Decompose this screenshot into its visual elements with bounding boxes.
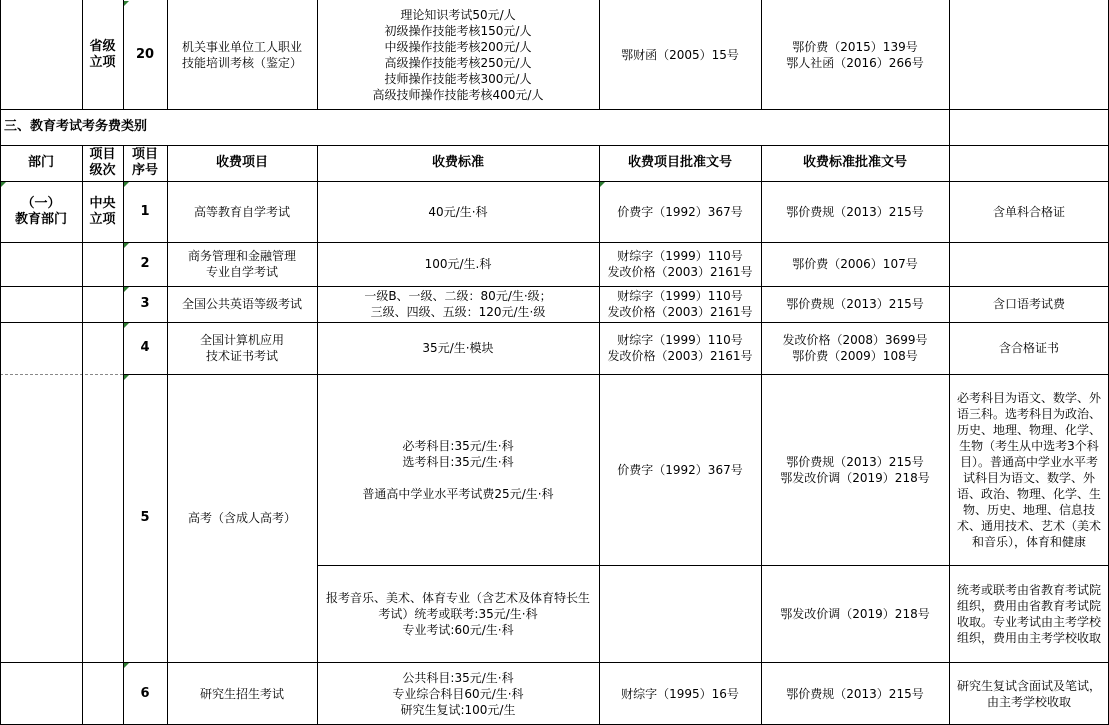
- cell-approval[interactable]: 财综字（1999）110号 发改价格（2003）2161号: [607, 289, 753, 319]
- header-dept[interactable]: 部门: [27, 155, 54, 170]
- cell-dept[interactable]: （一） 教育部门: [14, 195, 67, 227]
- cell-marker: [124, 323, 129, 328]
- header-item[interactable]: 收费项目: [215, 155, 268, 170]
- cell-note[interactable]: 含单科合格证: [992, 204, 1065, 219]
- cell-std-doc[interactable]: 鄂价费（2015）139号 鄂人社函（2016）266号: [786, 39, 924, 70]
- section-title[interactable]: 三、教育考试考务费类别: [4, 119, 148, 134]
- grid-line: [761, 145, 762, 725]
- cell-marker: [124, 182, 129, 187]
- cell-marker: [124, 663, 129, 668]
- cell-note[interactable]: 含口语考试费: [992, 297, 1065, 311]
- cell-seq[interactable]: 2: [140, 256, 150, 271]
- grid-line: [599, 0, 600, 109]
- grid-line: [123, 145, 124, 725]
- cell-standard[interactable]: 一级B、一级、二级：80元/生·级； 三级、四级、五级：120元/生·级: [364, 289, 552, 319]
- cell-std-doc[interactable]: 鄂价费规（2013）215号: [786, 686, 924, 701]
- cell-standard[interactable]: 40元/生·科: [428, 204, 488, 219]
- header-approval[interactable]: 收费项目批准文号: [627, 155, 732, 170]
- cell-marker: [1, 182, 6, 187]
- cell-note[interactable]: 研究生复试含面试及笔试，由主考学校收取: [956, 678, 1101, 709]
- cell-approval[interactable]: 价费字（1992）367号: [617, 462, 743, 477]
- cell-seq[interactable]: 6: [140, 685, 150, 701]
- cell-seq[interactable]: 3: [140, 296, 150, 311]
- grid-line: [949, 0, 950, 725]
- cell-note[interactable]: 含合格证书: [998, 341, 1059, 355]
- cell-std-doc[interactable]: 鄂价费规（2013）215号: [786, 204, 924, 219]
- grid-line: [599, 145, 600, 725]
- cell-level[interactable]: 省级 立项: [89, 38, 116, 70]
- cell-marker: [124, 1, 129, 6]
- cell-approval[interactable]: 鄂财函（2005）15号: [621, 47, 739, 62]
- cell-approval[interactable]: 财综字（1995）16号: [621, 686, 739, 701]
- cell-item[interactable]: 研究生招生考试: [199, 686, 284, 701]
- header-std-doc[interactable]: 收费标准批准文号: [802, 155, 907, 170]
- cell-standard[interactable]: 必考科目:35元/生·科 选考科目:35元/生·科 普通高中学业水平考试费25元/生·科: [362, 438, 554, 501]
- grid-line: [167, 145, 168, 725]
- grid-line: [0, 0, 1, 725]
- cell-std-doc[interactable]: 鄂价费规（2013）215号: [786, 297, 924, 311]
- cell-item[interactable]: 高考（含成人高考）: [187, 511, 296, 525]
- grid-line: [0, 109, 1109, 110]
- cell-standard[interactable]: 理论知识考试50元/人 初级操作技能考核150元/人 中级操作技能考核200元/人 高级操作技能考核250元/人 技师操作技能考核300元/人 高级技师操作技能考核400元/人: [372, 7, 544, 102]
- cell-standard[interactable]: 报考音乐、美术、体育专业（含艺术及体育特长生考试）统考或联考:35元/生·科 专业考试:60元/生·科: [325, 590, 590, 637]
- grid-line: [123, 0, 124, 109]
- grid-line: [82, 145, 83, 725]
- cell-standard[interactable]: 100元/生.科: [424, 257, 492, 271]
- grid-line: [761, 0, 762, 109]
- cell-approval[interactable]: 财综字（1999）110号 发改价格（2003）2161号: [607, 333, 753, 363]
- cell-standard[interactable]: 公共科目:35元/生·科 专业综合科目60元/生·科 研究生复试:100元/生: [392, 670, 524, 717]
- header-level[interactable]: 项目 级次: [89, 147, 116, 178]
- cell-std-doc[interactable]: 发改价格（2008）3699号 鄂价费（2009）108号: [782, 333, 928, 363]
- cell-item[interactable]: 全国计算机应用 技术证书考试: [199, 333, 284, 363]
- cell-approval[interactable]: 财综字（1999）110号 发改价格（2003）2161号: [607, 249, 753, 279]
- cell-seq[interactable]: 20: [135, 46, 155, 62]
- grid-line: [82, 0, 83, 109]
- grid-line: [167, 0, 168, 109]
- cell-marker: [124, 287, 129, 292]
- cell-item[interactable]: 全国公共英语等级考试: [181, 297, 302, 311]
- cell-approval[interactable]: 价费字（1992）367号: [617, 204, 743, 219]
- cell-std-doc[interactable]: 鄂价费规（2013）215号 鄂发改价调（2019）218号: [780, 454, 930, 485]
- cell-item[interactable]: 机关事业单位工人职业 技能培训考核（鉴定）: [181, 39, 302, 70]
- cell-seq[interactable]: 5: [140, 510, 150, 525]
- grid-line-dashed: [0, 374, 123, 375]
- cell-standard[interactable]: 35元/生·模块: [422, 341, 494, 355]
- cell-item[interactable]: 高等教育自学考试: [193, 204, 290, 219]
- grid-line: [317, 0, 318, 109]
- cell-marker: [600, 182, 605, 187]
- cell-seq[interactable]: 1: [140, 203, 150, 219]
- grid-line: [317, 145, 318, 725]
- cell-approval[interactable]: [599, 565, 761, 662]
- cell-marker: [124, 243, 129, 248]
- cell-seq[interactable]: 4: [140, 340, 150, 355]
- cell-level[interactable]: 中央 立项: [89, 195, 116, 227]
- cell-note[interactable]: 必考科目为语文、数学、外语三科。选考科目为政治、历史、地理、物理、化学、生物（考生从中选考3个科目）。普通高中学业水平考试科目为语文、数学、外语、政治、物理、化学、生物、历史、地理、信息技术、通用技术、艺术（美术和音乐），体育和健康: [956, 390, 1101, 549]
- cell-item[interactable]: 商务管理和金融管理 专业自学考试: [187, 249, 296, 279]
- grid-line: [317, 565, 1109, 566]
- header-seq[interactable]: 项目 序号: [131, 147, 158, 178]
- header-standard[interactable]: 收费标准: [431, 155, 484, 170]
- cell-std-doc[interactable]: 鄂发改价调（2019）218号: [780, 606, 930, 621]
- cell-marker: [124, 375, 129, 380]
- cell-std-doc[interactable]: 鄂价费（2006）107号: [792, 257, 918, 271]
- grid-line: [123, 374, 1109, 375]
- cell-note[interactable]: 统考或联考由省教育考试院组织，费用由省教育考试院收取。专业考试由主考学校组织，费用由主考学校收取: [956, 582, 1101, 645]
